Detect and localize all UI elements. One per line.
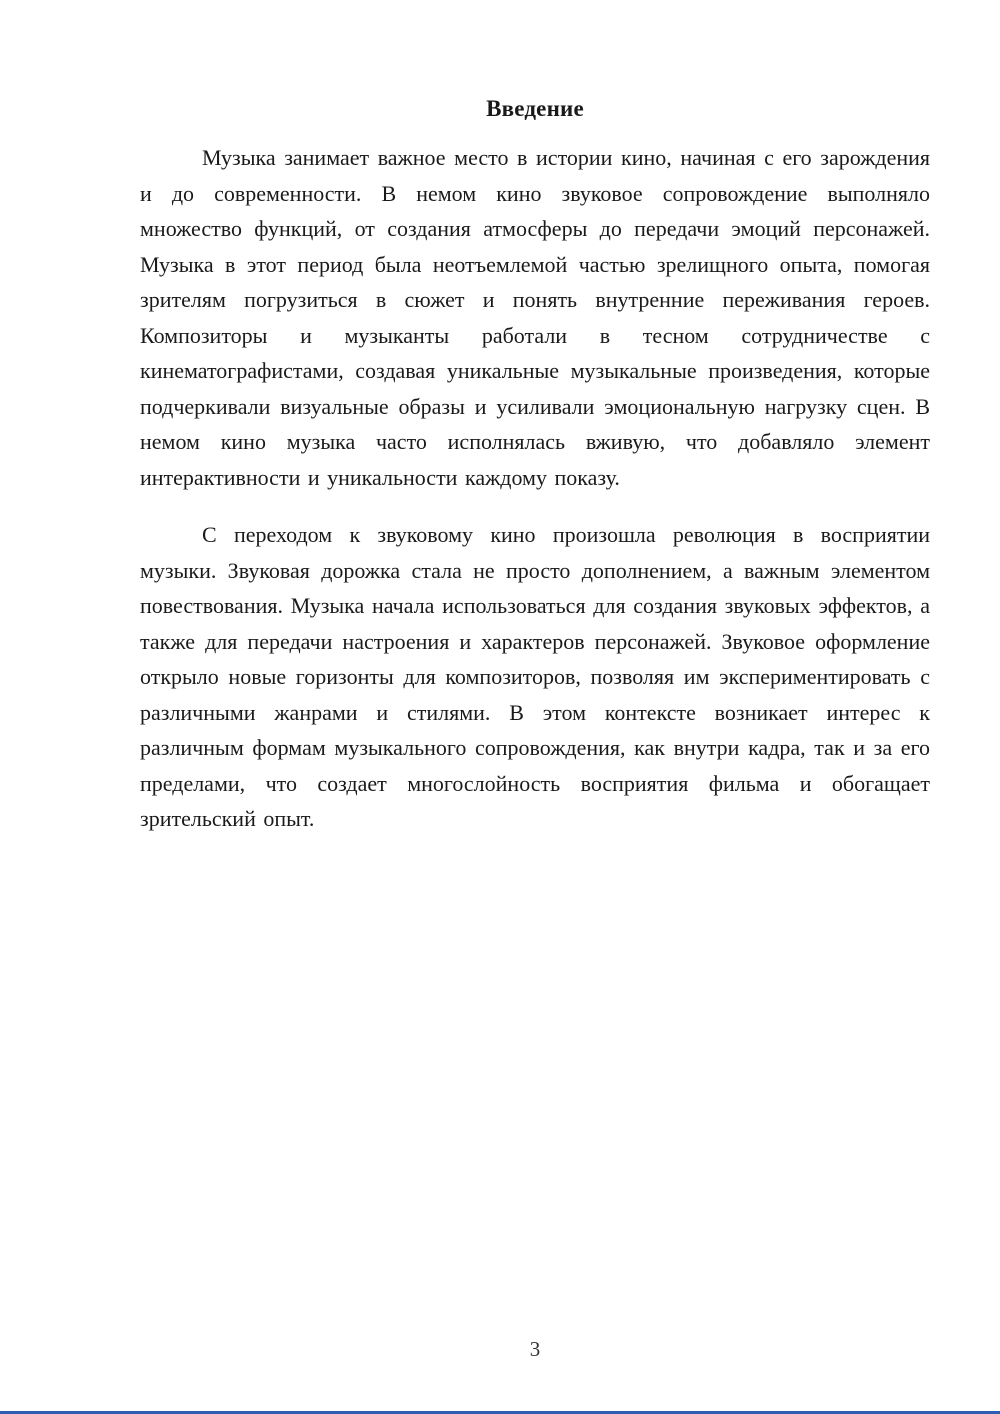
document-content	[140, 96, 930, 859]
paragraph-2: С переходом к звуковому кино произошла революция в восприятии музыки. Звуковая дорожка стала не просто дополнением, а важным элементом повествования. Музыка начала использоваться для создания звуковых эффектов, а также для передачи настроения и характеров персонажей. Звуковое оформление открыло новые горизонты для композиторов, позволяя им экспериментировать с различными жанрами и стилями. В этом контексте возникает интерес к различным формам музыкального сопровождения, как внутри кадра, так и за его пределами, что создает многослойность восприятия фильма и обогащает зрительский опыт.	[140, 522, 930, 831]
page-title: Введение	[486, 96, 584, 121]
paragraph-1: Музыка занимает важное место в истории кино, начиная с его зарождения и до современности. В немом кино звуковое сопровождение выполняло множество функций, от создания атмосферы до передачи эмоций персонажей. Музыка в этот период была неотъемлемой частью зрелищного опыта, помогая зрителям погрузиться в сюжет и понять внутренние переживания героев. Композиторы и музыканты работали в тесном сотрудничестве с кинематографистами, создавая уникальные музыкальные произведения, которые подчеркивали визуальные образы и усиливали эмоциональную нагрузку сцен. В немом кино музыка часто исполнялась вживую, что добавляло элемент интерактивности и уникальности каждому показу.	[140, 145, 930, 490]
page-number: 3	[529, 1337, 541, 1361]
